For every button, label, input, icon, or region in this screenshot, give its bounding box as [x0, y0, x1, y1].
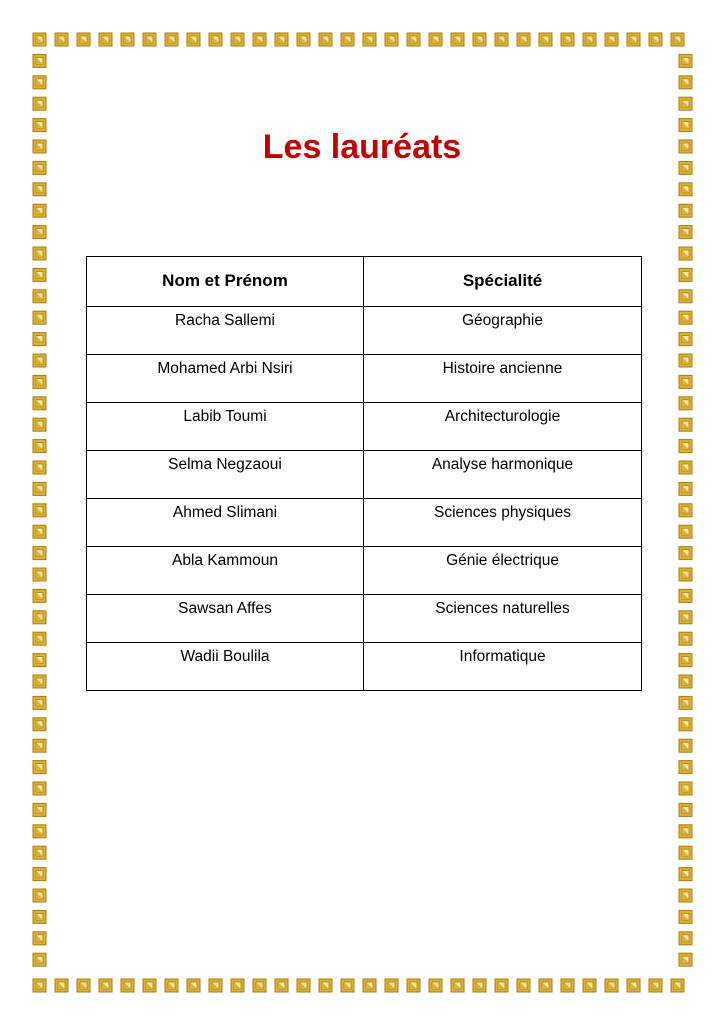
gold-tile-icon: [561, 33, 574, 46]
gold-tile-icon: [495, 33, 508, 46]
gold-tile-icon: [679, 482, 692, 495]
cell-specialty: Génie électrique: [364, 547, 642, 595]
gold-tile-icon: [517, 979, 530, 992]
gold-tile-icon: [679, 761, 692, 774]
gold-tile-icon: [473, 33, 486, 46]
page-title: Les lauréats: [262, 128, 462, 166]
gold-tile-icon: [33, 953, 46, 966]
gold-tile-icon: [583, 33, 596, 46]
gold-tile-icon: [33, 611, 46, 624]
gold-tile-icon: [253, 979, 266, 992]
gold-tile-icon: [679, 846, 692, 859]
gold-tile-icon: [99, 33, 112, 46]
gold-tile-icon: [297, 33, 310, 46]
gold-tile-icon: [231, 979, 244, 992]
gold-tile-icon: [679, 825, 692, 838]
gold-tile-icon: [679, 333, 692, 346]
gold-tile-icon: [679, 696, 692, 709]
gold-tile-icon: [77, 979, 90, 992]
gold-tile-icon: [33, 183, 46, 196]
gold-tile-icon: [679, 183, 692, 196]
gold-tile-icon: [679, 247, 692, 260]
gold-tile-icon: [33, 333, 46, 346]
gold-tile-icon: [679, 889, 692, 902]
gold-tile-icon: [679, 953, 692, 966]
cell-specialty: Architecturologie: [364, 403, 642, 451]
table-row: [87, 355, 642, 403]
gold-tile-icon: [33, 739, 46, 752]
gold-tile-icon: [341, 33, 354, 46]
table-row: [87, 547, 642, 595]
column-header-specialty: Spécialité: [364, 257, 642, 307]
gold-tile-icon: [679, 54, 692, 67]
gold-tile-icon: [679, 654, 692, 667]
table-row: [87, 451, 642, 499]
gold-tile-icon: [33, 354, 46, 367]
gold-tile-icon: [473, 979, 486, 992]
gold-tile-icon: [33, 889, 46, 902]
cell-name: Selma Negzaoui: [87, 451, 364, 499]
gold-tile-icon: [297, 979, 310, 992]
table-row: [87, 499, 642, 547]
gold-tile-icon: [121, 33, 134, 46]
gold-tile-icon: [679, 910, 692, 923]
gold-tile-icon: [77, 33, 90, 46]
gold-tile-icon: [33, 568, 46, 581]
gold-tile-icon: [679, 932, 692, 945]
gold-tile-icon: [33, 226, 46, 239]
table-header-row: [87, 257, 642, 307]
gold-tile-icon: [143, 33, 156, 46]
gold-tile-icon: [679, 739, 692, 752]
gold-tile-icon: [121, 979, 134, 992]
gold-tile-icon: [33, 268, 46, 281]
gold-tile-icon: [679, 461, 692, 474]
gold-tile-icon: [33, 375, 46, 388]
gold-tile-icon: [679, 268, 692, 281]
gold-tile-icon: [671, 979, 684, 992]
gold-tile-icon: [679, 632, 692, 645]
gold-tile-icon: [99, 979, 112, 992]
gold-tile-icon: [679, 97, 692, 110]
gold-tile-icon: [33, 504, 46, 517]
table-row: [87, 403, 642, 451]
gold-tile-icon: [561, 979, 574, 992]
cell-name: Sawsan Affes: [87, 595, 364, 643]
gold-tile-icon: [429, 979, 442, 992]
gold-tile-icon: [33, 482, 46, 495]
gold-tile-icon: [143, 979, 156, 992]
gold-tile-icon: [679, 76, 692, 89]
cell-specialty: Histoire ancienne: [364, 355, 642, 403]
gold-tile-icon: [253, 33, 266, 46]
gold-tile-icon: [679, 868, 692, 881]
gold-tile-icon: [679, 611, 692, 624]
gold-tile-icon: [679, 226, 692, 239]
gold-tile-icon: [33, 247, 46, 260]
cell-name: Abla Kammoun: [87, 547, 364, 595]
gold-tile-icon: [583, 979, 596, 992]
gold-tile-icon: [649, 33, 662, 46]
gold-tile-icon: [33, 525, 46, 538]
gold-tile-icon: [363, 33, 376, 46]
gold-tile-icon: [679, 718, 692, 731]
gold-tile-icon: [649, 979, 662, 992]
gold-tile-icon: [319, 979, 332, 992]
gold-tile-icon: [679, 568, 692, 581]
gold-tile-icon: [33, 589, 46, 602]
gold-tile-icon: [605, 979, 618, 992]
gold-tile-icon: [363, 979, 376, 992]
cell-specialty: Sciences physiques: [364, 499, 642, 547]
gold-tile-icon: [517, 33, 530, 46]
gold-tile-icon: [341, 979, 354, 992]
cell-name: Ahmed Slimani: [87, 499, 364, 547]
gold-tile-icon: [33, 290, 46, 303]
gold-tile-icon: [539, 33, 552, 46]
gold-tile-icon: [679, 204, 692, 217]
cell-specialty: Informatique: [364, 643, 642, 691]
gold-tile-icon: [33, 675, 46, 688]
gold-tile-icon: [33, 397, 46, 410]
gold-tile-icon: [33, 440, 46, 453]
gold-tile-icon: [33, 846, 46, 859]
gold-tile-icon: [679, 418, 692, 431]
gold-tile-icon: [275, 33, 288, 46]
gold-tile-icon: [679, 525, 692, 538]
gold-tile-icon: [209, 979, 222, 992]
gold-tile-icon: [407, 979, 420, 992]
gold-tile-icon: [55, 33, 68, 46]
gold-tile-icon: [33, 825, 46, 838]
gold-tile-icon: [627, 33, 640, 46]
cell-name: Wadii Boulila: [87, 643, 364, 691]
gold-tile-icon: [407, 33, 420, 46]
gold-tile-icon: [429, 33, 442, 46]
gold-tile-icon: [671, 33, 684, 46]
cell-name: Racha Sallemi: [87, 307, 364, 355]
gold-tile-icon: [451, 33, 464, 46]
gold-tile-icon: [33, 868, 46, 881]
gold-tile-icon: [33, 418, 46, 431]
gold-tile-icon: [679, 547, 692, 560]
gold-tile-icon: [33, 76, 46, 89]
gold-tile-icon: [385, 979, 398, 992]
table-row: [87, 307, 642, 355]
gold-tile-icon: [679, 440, 692, 453]
gold-tile-icon: [33, 204, 46, 217]
cell-name: Mohamed Arbi Nsiri: [87, 355, 364, 403]
gold-tile-icon: [319, 33, 332, 46]
gold-tile-icon: [33, 632, 46, 645]
gold-tile-icon: [33, 547, 46, 560]
gold-tile-icon: [33, 461, 46, 474]
column-header-name: Nom et Prénom: [87, 257, 364, 307]
gold-tile-icon: [187, 33, 200, 46]
gold-tile-icon: [231, 33, 244, 46]
gold-tile-icon: [451, 979, 464, 992]
gold-tile-icon: [33, 979, 46, 992]
gold-tile-icon: [627, 979, 640, 992]
table-row: [87, 595, 642, 643]
gold-tile-icon: [33, 654, 46, 667]
gold-tile-icon: [679, 354, 692, 367]
table-row: [87, 643, 642, 691]
gold-tile-icon: [33, 718, 46, 731]
gold-tile-icon: [55, 979, 68, 992]
gold-tile-icon: [33, 910, 46, 923]
cell-specialty: Analyse harmonique: [364, 451, 642, 499]
gold-tile-icon: [679, 782, 692, 795]
gold-tile-icon: [33, 97, 46, 110]
cell-specialty: Géographie: [364, 307, 642, 355]
gold-tile-icon: [679, 290, 692, 303]
gold-tile-icon: [33, 932, 46, 945]
gold-tile-icon: [679, 397, 692, 410]
gold-tile-icon: [605, 33, 618, 46]
gold-tile-icon: [33, 761, 46, 774]
gold-tile-icon: [539, 979, 552, 992]
cell-name: Labib Toumi: [87, 403, 364, 451]
gold-tile-icon: [679, 504, 692, 517]
gold-tile-icon: [33, 311, 46, 324]
cell-specialty: Sciences naturelles: [364, 595, 642, 643]
gold-tile-icon: [33, 803, 46, 816]
gold-tile-icon: [165, 33, 178, 46]
gold-tile-icon: [33, 782, 46, 795]
gold-tile-icon: [187, 979, 200, 992]
gold-tile-icon: [679, 375, 692, 388]
gold-tile-icon: [33, 33, 46, 46]
gold-tile-icon: [33, 696, 46, 709]
gold-tile-icon: [679, 803, 692, 816]
laureates-table: [86, 256, 642, 691]
gold-tile-icon: [679, 311, 692, 324]
gold-tile-icon: [679, 589, 692, 602]
gold-tile-icon: [209, 33, 222, 46]
gold-tile-icon: [495, 979, 508, 992]
gold-tile-icon: [33, 54, 46, 67]
gold-tile-icon: [165, 979, 178, 992]
gold-tile-icon: [275, 979, 288, 992]
gold-tile-icon: [679, 675, 692, 688]
gold-tile-icon: [385, 33, 398, 46]
